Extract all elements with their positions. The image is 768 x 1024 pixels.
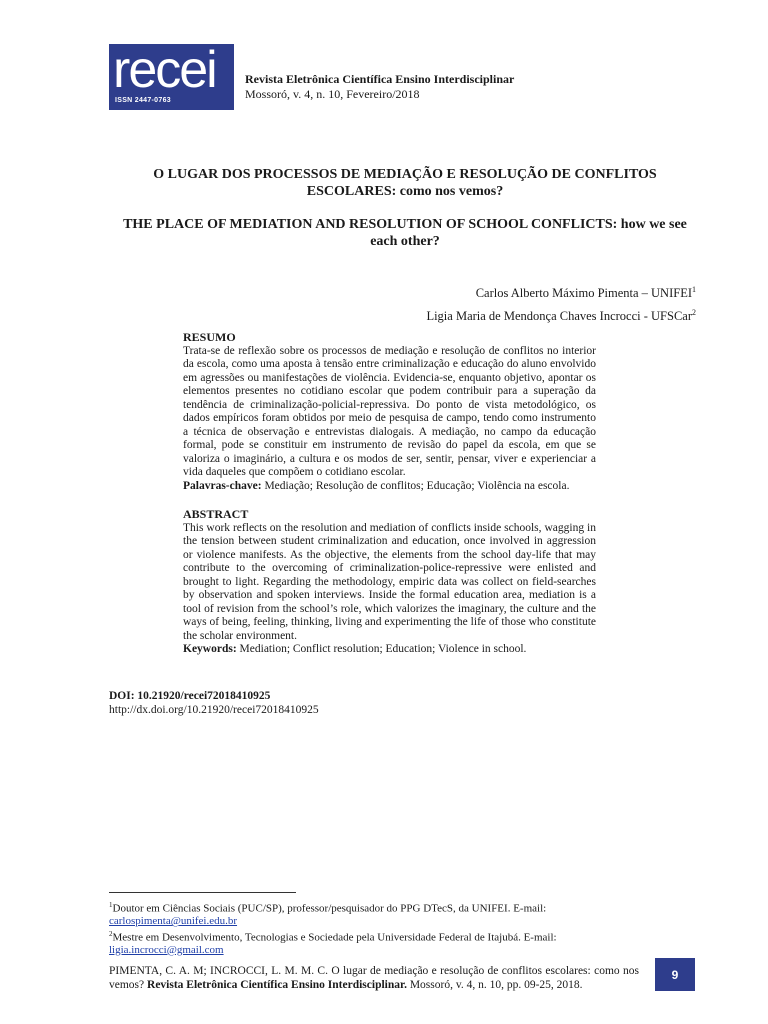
author-2-mark: 2: [692, 308, 696, 318]
title-portuguese: [110, 166, 700, 200]
journal-header: [245, 72, 514, 102]
title-en-rest: how we see each other?: [370, 217, 687, 249]
abstract-keywords-label: Keywords:: [183, 643, 237, 655]
footnote-1-email-link[interactable]: carlospimenta@unifei.edu.br: [109, 915, 238, 928]
title-en-bold: THE PLACE OF MEDIATION AND RESOLUTION OF SCHOOL CONFLICTS:: [123, 217, 618, 232]
abstract-keywords: Keywords: Mediation; Conflict resolution; Education; Violence in school.: [183, 643, 527, 655]
doi-block: [109, 689, 319, 717]
author-2: Ligia Maria de Mendonça Chaves Incrocci - UFSCar$^2$: [426, 308, 696, 324]
title-english: [110, 216, 700, 250]
logo-wordmark: recei: [113, 41, 216, 99]
journal-issue: Mossoró, v. 4, n. 10, Fevereiro/2018: [245, 87, 420, 101]
abstract-text: This work reflects on the resolution and mediation of conflicts inside schools, wagging in the tension between student criminalization and education, once involved in aggression or violence manifests. As the objective, the elements from the school day-life that may contribute to the overcoming of criminalization-police-repressive were enlisted and brought to light. Regarding the methodology, empiric data was collect on field-searches by observation and spoken interviews. Inside the formal education area, mediation is a tool of revision from the school’s role, which valorizes the imaginary, the culture and the ways of being, feeling, thinking, living and experimenting the life of those who constitute the scholar environment.: [183, 521, 596, 642]
title-pt-bold: O LUGAR DOS PROCESSOS DE MEDIAÇÃO E RESOLUÇÃO DE CONFLITOS ESCOLARES:: [153, 167, 657, 199]
citation-journal: Revista Eletrônica Científica Ensino Interdisciplinar.: [144, 979, 407, 991]
resumo-text: Trata-se de reflexão sobre os processos de mediação e resolução de conflitos no interior da escola, como uma aposta à tensão entre criminalização e educação do aluno envolvido em agressões ou manifestações de violência. Evidencia-se, enquanto objetivo, apontar os elementos presentes no cotidiano escolar que podem contribuir para a superação da tendência de criminalização-policial-repressiva. Do ponto de vista metodológico, os dados empíricos foram obtidos por meio de pesquisa de campo, tendo como instrumento a técnica de observação e entrevistas dialogais. A mediação, no campo da educação formal, pode se constituir em instrumento de revisão do papel da escola, em que se valoriza o imaginário, a cultura e os modos de ser, sentir, pensar, viver e experienciar a vida daqueles que compõem o cotidiano escolar.: [183, 344, 596, 478]
author-1: Carlos Alberto Máximo Pimenta – UNIFEI$^1$: [475, 285, 696, 301]
citation-footer: PIMENTA, C. A. M; INCROCCI, L. M. M. C. O lugar de mediação e resolução de conflitos escolares: como nos vemos? Revista Eletrônica Científica Ensino Interdisciplinar. Mossoró, v. 4, n. 10, pp. 09-25, 2018.: [109, 965, 639, 991]
footnote-2-email-link[interactable]: ligia.incrocci@gmail.com: [109, 943, 224, 956]
resumo-keywords-label: Palavras-chave:: [183, 479, 262, 492]
abstract-section: [183, 508, 596, 657]
footnote-divider: [109, 892, 296, 893]
footnote-2: $^2$Mestre em Desenvolvimento, Tecnologias e Sociedade pela Universidade Federal de Itajubá. E-mail: ligia.incrocci@gmail.com: [109, 929, 557, 956]
resumo-keywords: Palavras-chave: Mediação; Resolução de conflitos; Educação; Violência na escola.: [183, 479, 570, 492]
title-pt-rest: como nos vemos?: [396, 184, 504, 199]
abstract-heading: ABSTRACT: [183, 507, 249, 521]
page-number: 9: [655, 958, 695, 991]
doi-url[interactable]: http://dx.doi.org/10.21920/recei72018410925: [109, 704, 319, 716]
resumo-heading: RESUMO: [183, 330, 236, 344]
author-1-mark: 1: [692, 285, 696, 294]
doi-label: DOI: 10.21920/recei72018410925: [109, 690, 271, 702]
resumo-section: [183, 331, 596, 493]
logo-issn: ISSN 2447-0763: [115, 97, 171, 104]
journal-name: Revista Eletrônica Científica Ensino Interdisciplinar: [245, 72, 515, 86]
footnote-1: $^1$Doutor em Ciências Sociais (PUC/SP), professor/pesquisador do PPG DTecS, da UNIFEI. E-mail: carlospimenta@unifei.edu.br: [109, 901, 547, 928]
journal-logo: [109, 41, 234, 110]
footnotes: [109, 899, 629, 956]
author-list: [426, 280, 696, 326]
